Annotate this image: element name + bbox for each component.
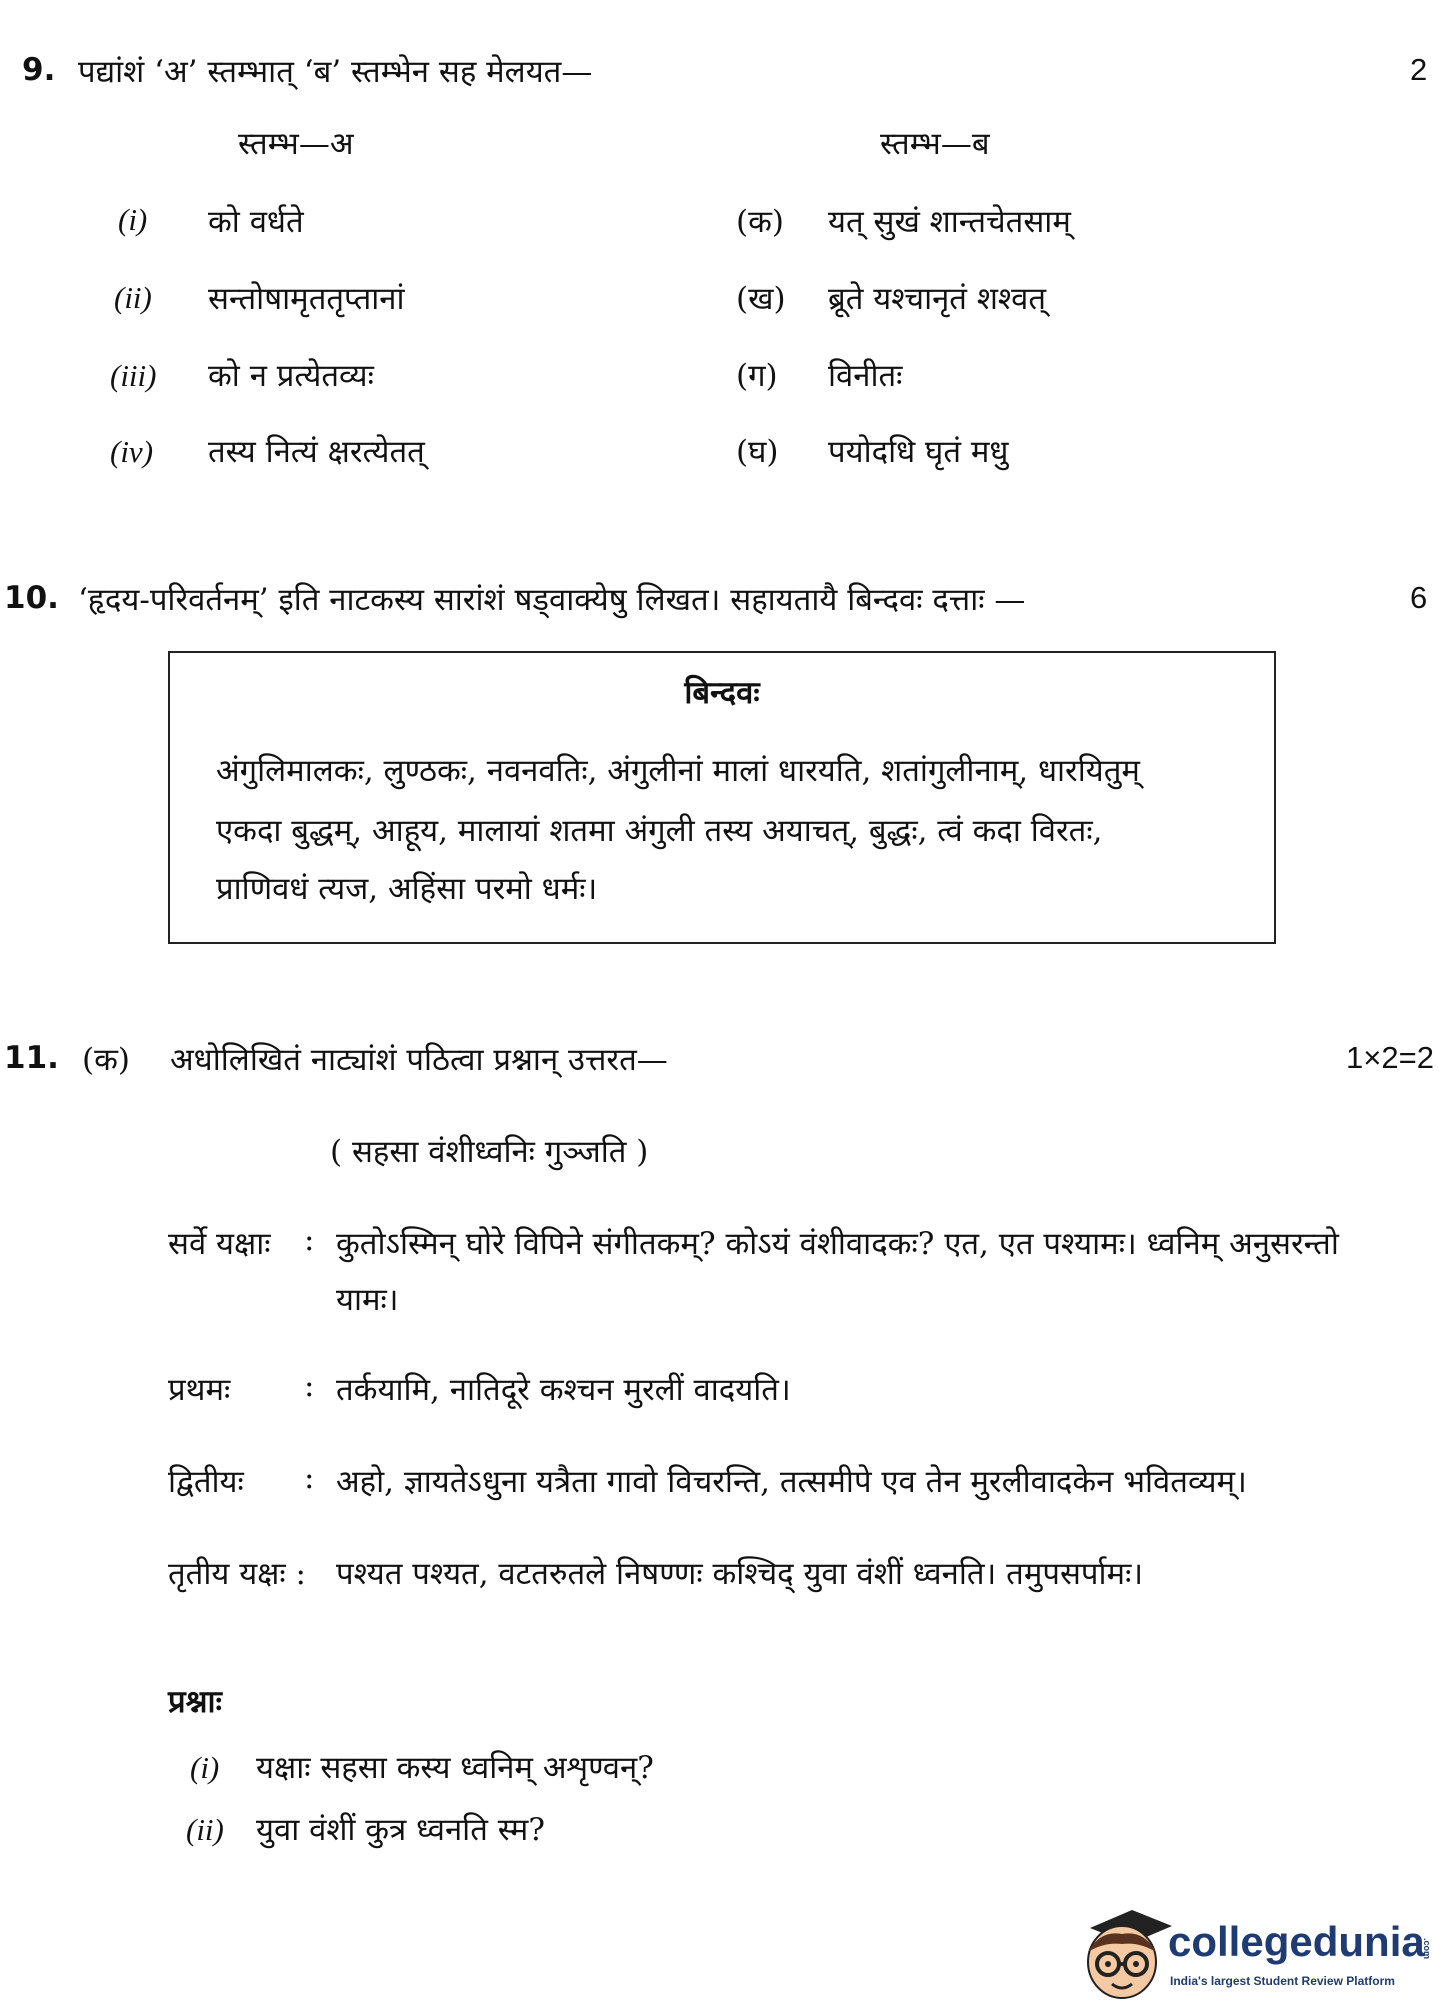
q9-row-a-text: को न प्रत्येतव्यः [208, 358, 374, 394]
q9-text: पद्यांशं ‘अ’ स्तम्भात् ‘ब’ स्तम्भेन सह मेलयत— [78, 54, 593, 90]
q9-row-b-num: (क) [736, 204, 784, 240]
q9-row-a-text: तस्य नित्यं क्षरत्येतत् [208, 434, 425, 470]
q9-row-a-text: को वर्धते [208, 204, 304, 240]
q11-marks: 1×2=2 [1346, 1040, 1434, 1075]
q9-row-b-num: (ग) [736, 358, 778, 394]
q11-number: 11. [4, 1040, 59, 1076]
q9-row-a-text: सन्तोषामृततृप्तानां [208, 281, 405, 317]
q9-row-a-num: (iii) [110, 358, 157, 393]
q11-text: अधोलिखितं नाट्यांशं पठित्वा प्रश्नान् उत्तरत— [170, 1042, 668, 1078]
q9-row-a-num: (ii) [114, 280, 152, 315]
question-text: युवा वंशीं कुत्र ध्वनति स्म? [256, 1812, 545, 1848]
q9-col-a-head: स्तम्भ—अ [238, 126, 354, 162]
logo-brand: collegedunia [1168, 1918, 1425, 1965]
hints-line: एकदा बुद्धम्, आहूय, मालायां शतमा अंगुली तस्य अयाचत्, बुद्धः, त्वं कदा विरतः, [216, 813, 1103, 849]
logo-tagline: India's largest Student Review Platform [1170, 1974, 1395, 1988]
q9-row-b-text: विनीतः [828, 358, 903, 394]
dialogue-line: यामः। [336, 1282, 399, 1318]
hints-line: प्राणिवधं त्यज, अहिंसा परमो धर्मः। [216, 871, 598, 907]
logo-suffix: .com [1422, 1938, 1432, 1960]
q9-marks: 2 [1410, 52, 1428, 87]
stage-direction: ( सहसा वंशीध्वनिः गुञ्जति ) [330, 1134, 649, 1170]
q10-number: 10. [4, 580, 59, 616]
hints-line: अंगुलिमालकः, लुण्ठकः, नवनवतिः, अंगुलीनां मालां धारयति, शतांगुलीनाम्, धारयितुम् [216, 753, 1140, 789]
dialogue-line: तर्कयामि, नातिदूरे कश्चन मुरलीं वादयति। [336, 1372, 791, 1408]
q9-row-b-num: (घ) [736, 434, 779, 470]
questions-heading: प्रश्नाः [168, 1684, 222, 1720]
q10-marks: 6 [1410, 580, 1428, 615]
q9-row-b-num: (ख) [736, 281, 786, 317]
logo-mascot-icon [1070, 1900, 1180, 2010]
dialogue-line: अहो, ज्ञायतेऽधुना यत्रैता गावो विचरन्ति, तत्समीपे एव तेन मुरलीवादकेन भवितव्यम्। [336, 1464, 1247, 1500]
q11-sub-label: (क) [82, 1042, 130, 1078]
q9-row-b-text: यत् सुखं शान्तचेतसाम् [828, 204, 1071, 240]
q10-text: ‘हृदय-परिवर्तनम्’ इति नाटकस्य सारांशं षड्वाक्येषु लिखत। सहायतायै बिन्दवः दत्ताः — [78, 582, 1026, 618]
q9-row-a-num: (iv) [110, 434, 154, 469]
question-number: (ii) [186, 1812, 224, 1847]
hints-box [168, 651, 1276, 944]
dialogue-line: कुतोऽस्मिन् घोरे विपिने संगीतकम्? कोऽयं वंशीवादकः? एत, एत पश्यामः। ध्वनिम् अनुसरन्तो [336, 1226, 1339, 1262]
q9-number: 9. [22, 52, 56, 88]
speaker: तृतीय यक्षः : [168, 1556, 306, 1592]
speaker-colon: : [304, 1222, 315, 1258]
question-number: (i) [190, 1750, 220, 1785]
speaker: प्रथमः [168, 1372, 231, 1408]
dialogue-line: पश्यत पश्यत, वटतरुतले निषण्णः कश्चिद् युवा वंशीं ध्वनति। तमुपसर्पामः। [336, 1556, 1144, 1592]
q9-row-b-text: पयोदधि घृतं मधु [828, 434, 1009, 470]
speaker-colon: : [304, 1368, 315, 1404]
q9-row-b-text: ब्रूते यश्चानृतं शश्वत् [828, 281, 1046, 317]
speaker: सर्वे यक्षाः [168, 1226, 271, 1262]
hints-box-title: बिन्दवः [684, 675, 760, 711]
q9-row-a-num: (i) [118, 202, 148, 237]
q9-col-b-head: स्तम्भ—ब [880, 126, 990, 162]
speaker: द्वितीयः [168, 1464, 244, 1500]
question-text: यक्षाः सहसा कस्य ध्वनिम् अशृण्वन्? [256, 1750, 654, 1786]
speaker-colon: : [304, 1460, 315, 1496]
